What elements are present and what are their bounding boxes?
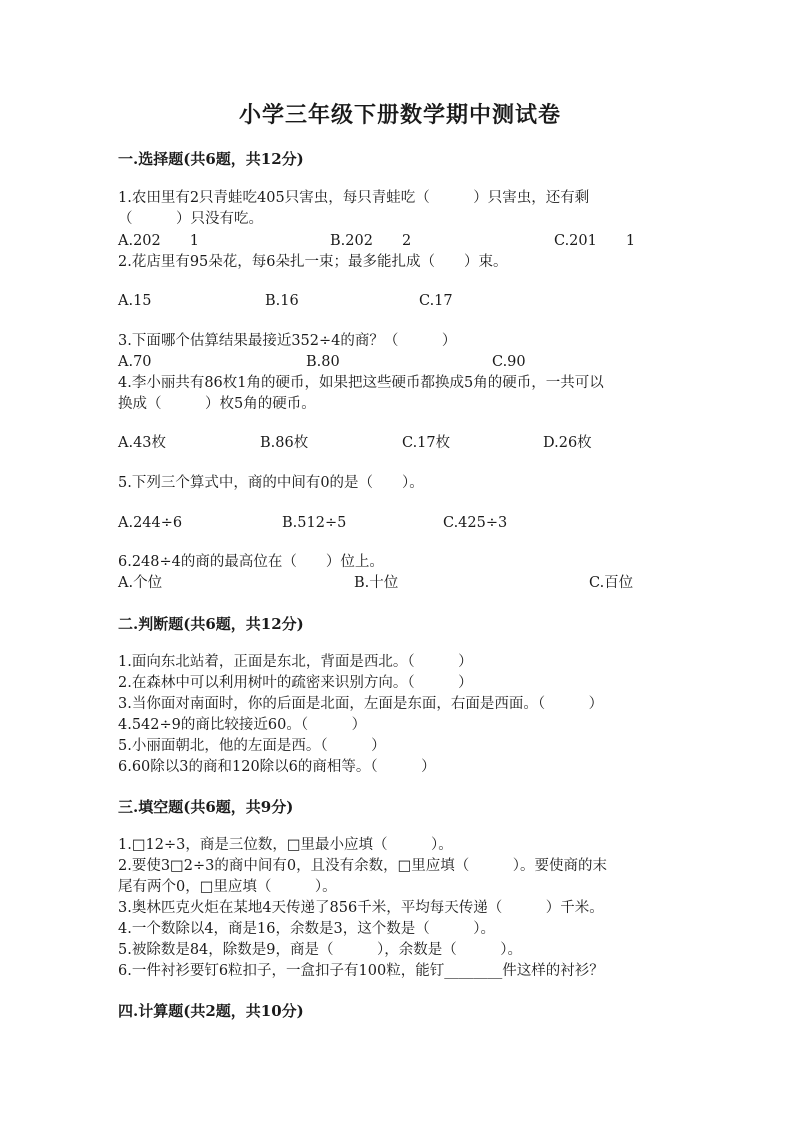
- option: D.26枚: [543, 435, 592, 451]
- option: C.90: [492, 354, 526, 370]
- option: B.十位: [354, 575, 399, 591]
- question-text: 5.被除数是84，除数是9，商是（ ），余数是（ ）。: [118, 942, 523, 958]
- question-text: 尾有两个0，□里应填（ ）。: [118, 879, 337, 895]
- question-text: 3.下面哪个估算结果最接近352÷4的商？（ ）: [118, 333, 457, 349]
- option: C.17: [419, 293, 453, 309]
- section-heading-judge: 二.判断题(共6题，共12分): [118, 615, 304, 633]
- question-text: 4.542÷9的商比较接近60。（ ）: [118, 717, 367, 733]
- question-text: 2.在森林中可以利用树叶的疏密来识别方向。（ ）: [118, 675, 473, 691]
- option: C.425÷3: [443, 515, 508, 531]
- option: C.17枚: [402, 435, 451, 451]
- option: B.16: [265, 293, 299, 309]
- question-text: 换成（ ）枚5角的硬币。: [118, 396, 316, 412]
- question-text: 6.248÷4的商的最高位在（ ）位上。: [118, 554, 384, 570]
- option: C.百位: [589, 575, 634, 591]
- option: A.个位: [118, 575, 163, 591]
- page-title: 小学三年级下册数学期中测试卷: [238, 102, 561, 128]
- option: A.15: [118, 293, 152, 309]
- question-text: 1.□12÷3，商是三位数，□里最小应填（ ）。: [118, 837, 453, 853]
- section-heading-fill: 三.填空题(共6题，共9分): [118, 798, 294, 816]
- question-text: 2.花店里有95朵花，每6朵扎一束；最多能扎成（ ）束。: [118, 254, 508, 270]
- option: A.43枚: [118, 435, 167, 451]
- option: C.201 1: [554, 233, 636, 249]
- question-text: 6.60除以3的商和120除以6的商相等。（ ）: [118, 759, 436, 775]
- section-heading-calc: 四.计算题(共2题，共10分): [118, 1002, 304, 1020]
- option: A.202 1: [118, 233, 199, 249]
- option: B.512÷5: [282, 515, 347, 531]
- question-text: 4.李小丽共有86枚1角的硬币，如果把这些硬币都换成5角的硬币，一共可以: [118, 375, 604, 391]
- question-text: 3.奥林匹克火炬在某地4天传递了856千米，平均每天传递（ ）千米。: [118, 900, 604, 916]
- question-text: 2.要使3□2÷3的商中间有0，且没有余数，□里应填（ ）。要使商的末: [118, 858, 608, 874]
- option: A.70: [118, 354, 152, 370]
- option: B.202 2: [330, 233, 412, 249]
- question-text: 6.一件衬衫要钉6粒扣子，一盒扣子有100粒，能钉________件这样的衬衫？: [118, 963, 604, 979]
- question-text: 5.小丽面朝北，他的左面是西。（ ）: [118, 738, 386, 754]
- option: A.244÷6: [118, 515, 183, 531]
- question-text: 1.面向东北站着，正面是东北，背面是西北。（ ）: [118, 654, 473, 670]
- section-heading-choice: 一.选择题(共6题，共12分): [118, 150, 304, 168]
- option: B.86枚: [260, 435, 309, 451]
- question-text: （ ）只没有吃。: [118, 211, 263, 227]
- option: B.80: [306, 354, 340, 370]
- question-text: 5.下列三个算式中，商的中间有0的是（ ）。: [118, 475, 424, 491]
- question-text: 3.当你面对南面时，你的后面是北面，左面是东面，右面是西面。（ ）: [118, 696, 604, 712]
- question-text: 4.一个数除以4，商是16，余数是3，这个数是（ ）。: [118, 921, 495, 937]
- question-text: 1.农田里有2只青蛙吃405只害虫，每只青蛙吃（ ）只害虫，还有剩: [118, 190, 590, 206]
